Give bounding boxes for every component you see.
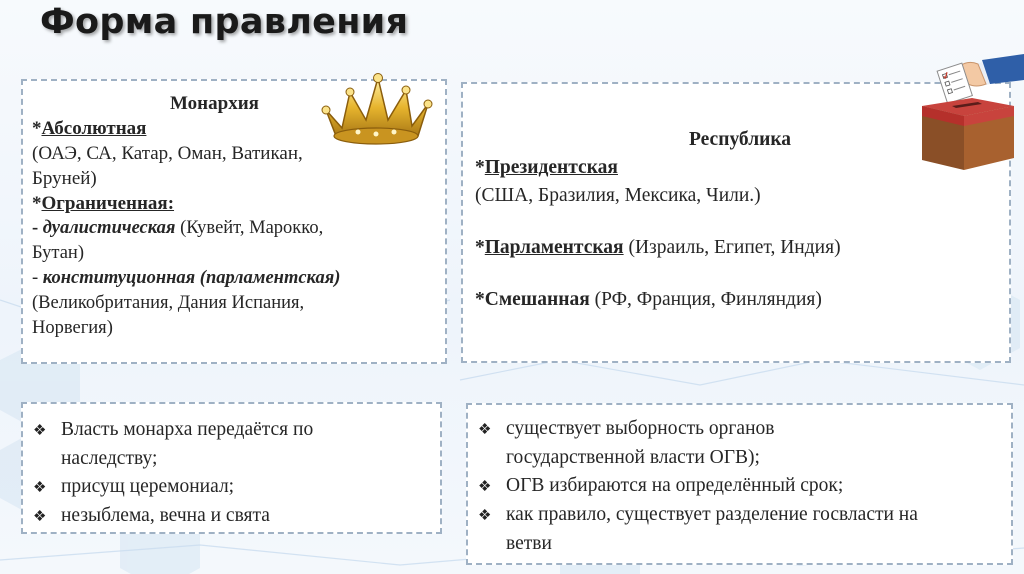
list-item xyxy=(478,415,1001,444)
list-item xyxy=(33,502,430,531)
constitutional-examples-line-1: (Великобритания, Дания Испания, xyxy=(32,293,305,313)
diamond-bullet-icon: ❖ xyxy=(478,508,492,524)
list-item-text: Власть монарха передаётся по xyxy=(61,419,314,440)
constitutional-examples-line-2: Норвегия) xyxy=(32,318,113,338)
list-item-text-continued: ветви xyxy=(506,533,552,554)
list-item-text: существует выборность органов xyxy=(506,418,775,439)
spacer xyxy=(475,210,999,234)
parliamentary-star: * xyxy=(475,237,485,258)
diamond-bullet-icon: ❖ xyxy=(478,479,492,495)
list-item xyxy=(33,473,430,502)
monarchy-heading: Монархия xyxy=(170,93,259,114)
ballot-box-icon xyxy=(916,54,1024,172)
absolute-star: * xyxy=(32,118,42,139)
diamond-bullet-icon: ❖ xyxy=(33,480,47,496)
parliamentary-examples: (Израиль, Египет, Индия) xyxy=(623,237,841,258)
list-item-text: ОГВ избираются на определённый срок; xyxy=(506,475,844,496)
list-item-text: незыблема, вечна и свята xyxy=(61,505,270,526)
absolute-examples-line-2: Бруней) xyxy=(32,168,97,189)
parliamentary-row xyxy=(475,234,999,262)
diamond-bullet-icon: ❖ xyxy=(478,422,492,438)
diamond-bullet-icon: ❖ xyxy=(33,509,47,525)
list-item xyxy=(478,501,1001,530)
limited-monarchy-label: Ограниченная: xyxy=(41,193,175,214)
crown-icon xyxy=(318,70,434,148)
dualistic-examples-line-2: Бутан) xyxy=(32,243,84,263)
limited-star: * xyxy=(32,193,42,214)
monarchy-features-box xyxy=(21,402,442,534)
list-item-text: как правило, существует разделение госвласти на xyxy=(506,504,918,525)
absolute-examples-line-1: (ОАЭ, СА, Катар, Оман, Ватикан, xyxy=(32,143,303,164)
republic-heading: Республика xyxy=(689,129,792,150)
list-item-text-continued: государственной власти ОГВ); xyxy=(506,447,760,468)
constitutional-label: конституционная (парламентская) xyxy=(42,268,341,288)
limited-monarchy-row xyxy=(32,191,435,216)
republic-features-box xyxy=(466,403,1013,565)
mixed-row xyxy=(475,286,999,314)
list-item xyxy=(33,416,430,445)
parliamentary-label: Парламентская xyxy=(484,237,624,258)
dualistic-label: дуалистическая xyxy=(42,218,176,238)
list-item-text: присущ церемониал; xyxy=(61,476,235,497)
presidential-label: Президентская xyxy=(484,157,618,178)
list-item xyxy=(478,472,1001,501)
mixed-examples: (РФ, Франция, Финляндия) xyxy=(589,289,822,310)
constitutional-row xyxy=(32,266,435,291)
dualistic-examples-1: (Кувейт, Марокко, xyxy=(175,218,324,238)
absolute-monarchy-label: Абсолютная xyxy=(41,118,147,139)
slide-title: Форма правления xyxy=(40,2,409,42)
dualistic-row xyxy=(32,216,435,241)
constitutional-dash: - xyxy=(32,268,43,288)
presidential-star: * xyxy=(475,157,485,178)
list-item-text-continued: наследству; xyxy=(61,448,158,469)
dualistic-dash: - xyxy=(32,218,43,238)
presidential-examples: (США, Бразилия, Мексика, Чили.) xyxy=(475,185,761,206)
spacer xyxy=(475,262,999,286)
diamond-bullet-icon: ❖ xyxy=(33,423,47,439)
mixed-label: *Смешанная xyxy=(475,289,590,310)
